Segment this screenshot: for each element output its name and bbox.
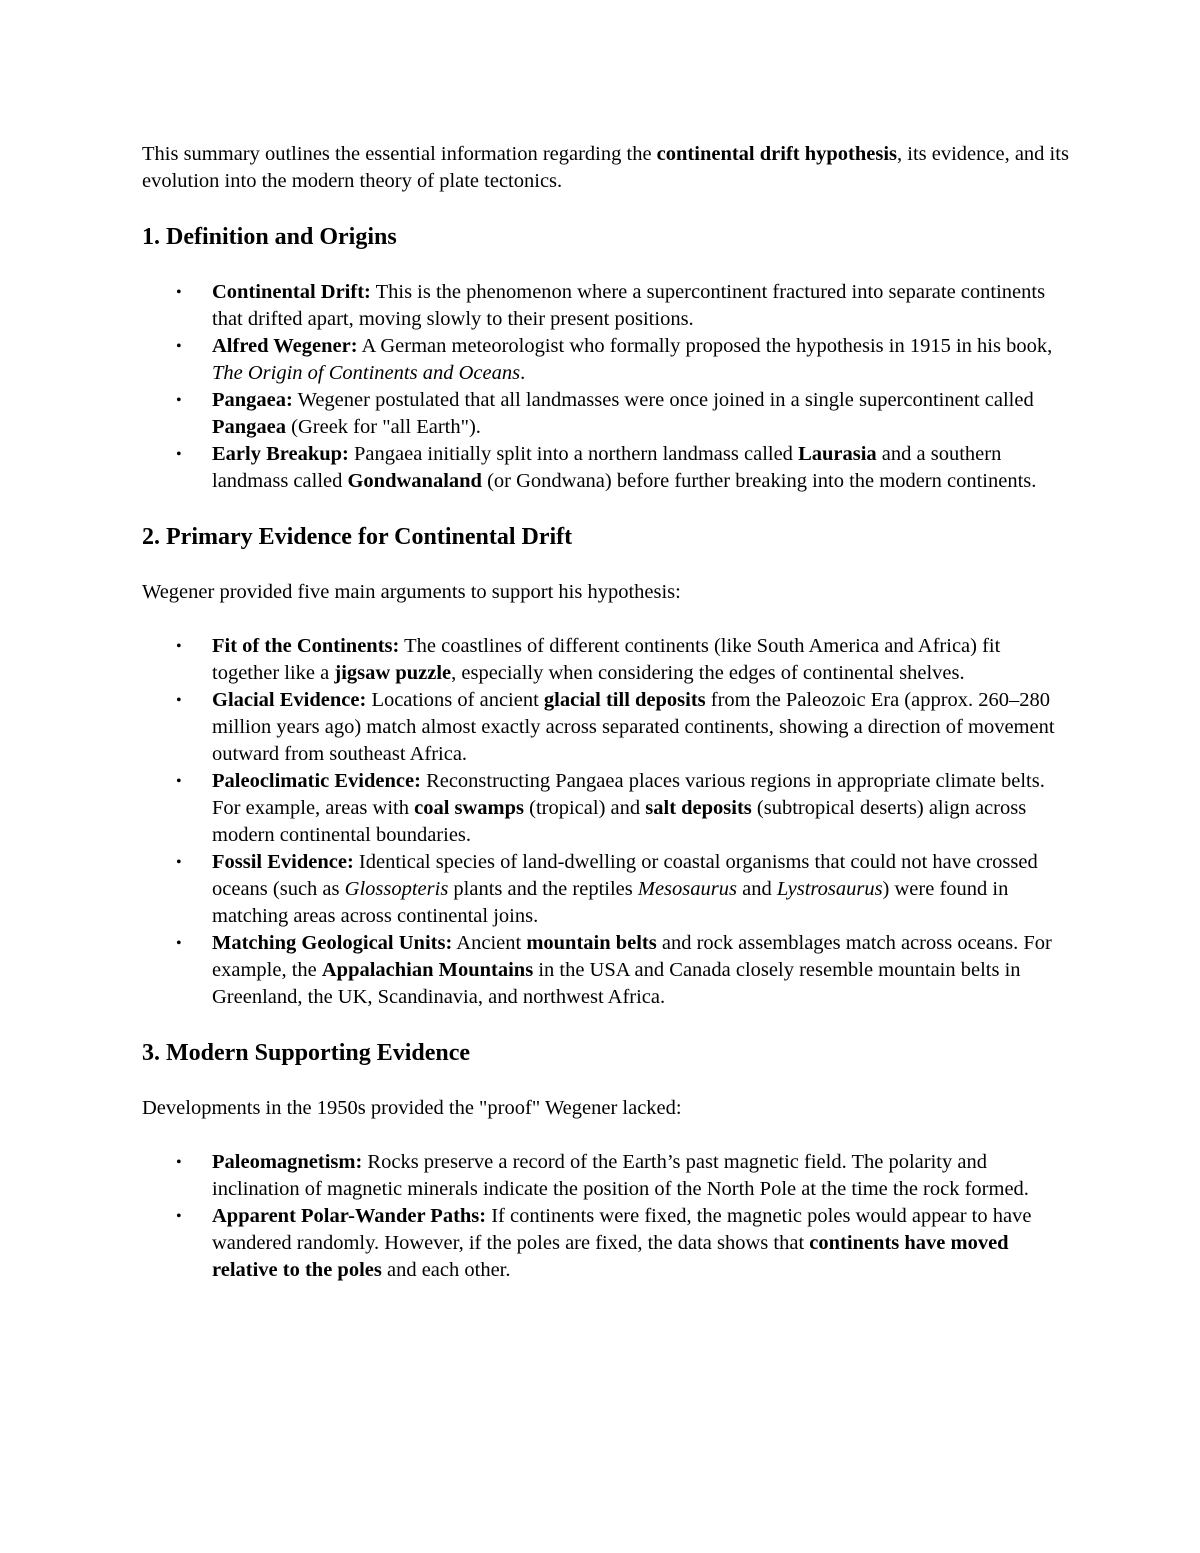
list-item: • Apparent Polar-Wander Paths: If continents were fixed, the magnetic poles would appear to have wandered randomly. However, if the poles are fixed, the data shows that continents have moved relative to the poles and each other. xyxy=(176,1205,1032,1281)
list-item: • Matching Geological Units: Ancient mountain belts and rock assemblages match across oceans. For example, the Appalachian Mountains in the USA and Canada closely resemble mountain belts in Greenland, the UK, Scandinavia, and northwest Africa. xyxy=(176,932,1052,1008)
intro-paragraph: This summary outlines the essential information regarding the continental drift hypothesis, its evidence, and its evolution into the modern theory of plate tectonics. xyxy=(142,143,1069,192)
section-lead-paragraph: Developments in the 1950s provided the "proof" Wegener lacked: xyxy=(142,1097,682,1119)
bullet-list-primary-evidence xyxy=(142,633,1072,1011)
list-item: • Alfred Wegener: A German meteorologist who formally proposed the hypothesis in 1915 in his book, The Origin of Continents and Oceans. xyxy=(176,335,1053,384)
list-item: • Paleoclimatic Evidence: Reconstructing Pangaea places various regions in appropriate climate belts. For example, areas with coal swamps (tropical) and salt deposits (subtropical deserts) align across modern continental boundaries. xyxy=(176,770,1045,846)
bullet-icon: • xyxy=(176,773,182,790)
list-item: • Pangaea: Wegener postulated that all landmasses were once joined in a single supercontinent called Pangaea (Greek for "all Earth"). xyxy=(176,389,1034,438)
list-item: • Glacial Evidence: Locations of ancient glacial till deposits from the Paleozoic Era (approx. 260–280 million years ago) match almost exactly across separated continents, showing a direction of movement outward from southeast Africa. xyxy=(176,689,1055,765)
bullet-icon: • xyxy=(176,284,182,301)
bullet-icon: • xyxy=(176,692,182,709)
section-heading-definition-origins: 1. Definition and Origins xyxy=(142,224,397,250)
bullet-list-definition-origins xyxy=(142,279,1072,495)
bullet-icon: • xyxy=(176,854,182,871)
section-heading-primary-evidence: 2. Primary Evidence for Continental Drift xyxy=(142,524,573,550)
list-item: • Fit of the Continents: The coastlines of different continents (like South America and Africa) fit together like a jigsaw puzzle, especially when considering the edges of continental shelves. xyxy=(176,635,1001,684)
document-page xyxy=(142,141,1072,1284)
list-item: • Continental Drift: This is the phenomenon where a supercontinent fractured into separate continents that drifted apart, moving slowly to their present positions. xyxy=(176,281,1046,330)
section-heading-modern-evidence: 3. Modern Supporting Evidence xyxy=(142,1040,471,1066)
list-item: • Fossil Evidence: Identical species of land-dwelling or coastal organisms that could not have crossed oceans (such as Glossopteris plants and the reptiles Mesosaurus and Lystrosaurus) were found in matching areas across continental joins. xyxy=(176,851,1038,927)
list-item: • Early Breakup: Pangaea initially split into a northern landmass called Laurasia and a southern landmass called Gondwanaland (or Gondwana) before further breaking into the modern continents. xyxy=(176,443,1037,492)
bullet-icon: • xyxy=(176,392,182,409)
bullet-icon: • xyxy=(176,935,182,952)
bullet-list-modern-evidence xyxy=(142,1149,1072,1284)
list-item: • Paleomagnetism: Rocks preserve a record of the Earth’s past magnetic field. The polarity and inclination of magnetic minerals indicate the position of the North Pole at the time the rock formed. xyxy=(176,1151,1029,1200)
bullet-icon: • xyxy=(176,1154,182,1171)
bullet-icon: • xyxy=(176,638,182,655)
bullet-icon: • xyxy=(176,338,182,355)
section-lead-paragraph: Wegener provided five main arguments to support his hypothesis: xyxy=(142,581,681,603)
bullet-icon: • xyxy=(176,1208,182,1225)
bullet-icon: • xyxy=(176,446,182,463)
